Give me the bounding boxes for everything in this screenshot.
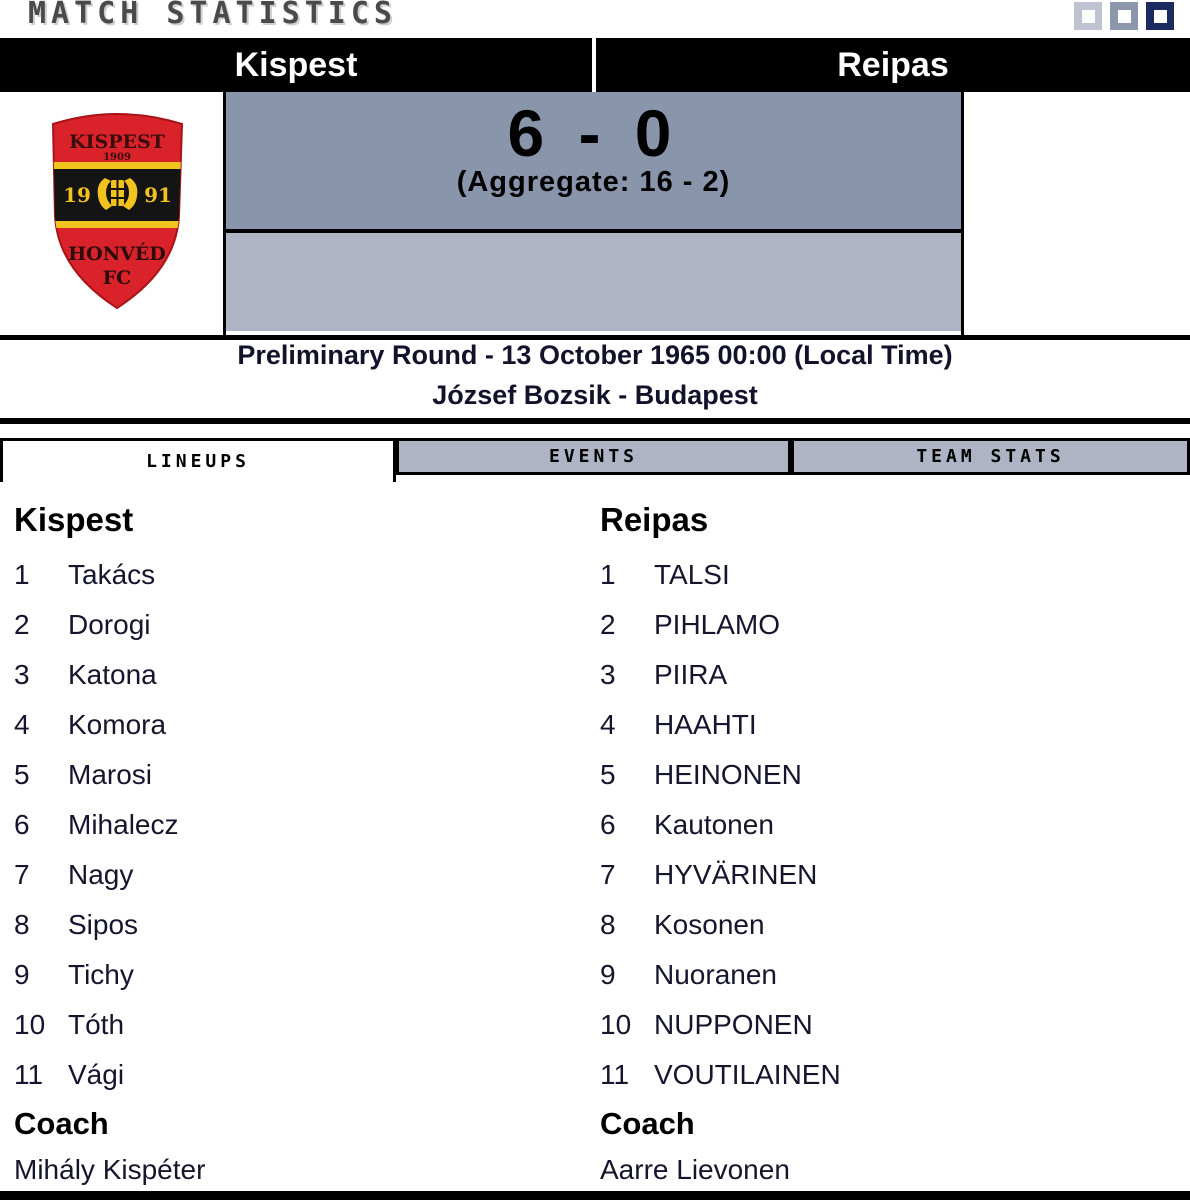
bottom-bar <box>0 1191 1190 1200</box>
player-name: Nagy <box>68 859 134 890</box>
player-name: Katona <box>68 659 157 690</box>
player-name: PIHLAMO <box>654 609 781 640</box>
away-player-row <box>600 1050 1175 1100</box>
player-number: 8 <box>600 909 616 940</box>
player-number: 6 <box>14 809 30 840</box>
home-coach-heading: Coach <box>14 1106 109 1141</box>
window-square-3-inner <box>1154 10 1167 23</box>
player-name: VOUTILAINEN <box>654 1059 841 1090</box>
player-name: Takács <box>68 559 156 590</box>
player-name: HYVÄRINEN <box>654 859 818 890</box>
away-player-row <box>600 550 1175 600</box>
away-player-row <box>600 1000 1175 1050</box>
divider-line-tabs <box>0 418 1190 424</box>
player-number: 3 <box>14 659 30 690</box>
player-name: Tichy <box>68 959 134 990</box>
score-panel <box>223 92 964 335</box>
away-coach-heading: Coach <box>600 1106 695 1141</box>
home-player-row <box>14 850 589 900</box>
home-player-row <box>14 650 589 700</box>
crest-year-text: 1909 <box>103 152 131 163</box>
crest-band-right-text: 91 <box>144 183 172 207</box>
player-name: Kautonen <box>654 809 774 840</box>
player-number: 5 <box>600 759 616 790</box>
player-number: 10 <box>600 1009 632 1040</box>
score-aggregate: (Aggregate: 16 - 2) <box>456 166 731 198</box>
player-number: 4 <box>14 709 30 740</box>
match-round-line: Preliminary Round - 13 October 1965 00:00 (Local Time) <box>237 340 953 370</box>
home-player-row <box>14 600 589 650</box>
home-player-row <box>14 1050 589 1100</box>
player-name: Mihalecz <box>68 809 179 840</box>
tab-lineups[interactable]: LINEUPS <box>0 438 396 482</box>
player-name: Nuoranen <box>654 959 777 990</box>
player-name: Komora <box>68 709 167 740</box>
home-player-row <box>14 750 589 800</box>
crest-club-text: KISPEST <box>69 131 165 153</box>
player-name: HEINONEN <box>654 759 802 790</box>
player-number: 11 <box>14 1059 44 1090</box>
player-name: Tóth <box>68 1009 125 1040</box>
player-name: HAAHTI <box>654 709 757 740</box>
home-player-row <box>14 550 589 600</box>
score-panel-bottom <box>226 233 961 331</box>
player-name: Dorogi <box>68 609 151 640</box>
away-player-row <box>600 850 1175 900</box>
player-number: 1 <box>600 559 616 590</box>
away-player-row <box>600 900 1175 950</box>
player-name: NUPPONEN <box>654 1009 813 1040</box>
player-number: 6 <box>600 809 616 840</box>
home-player-row <box>14 1000 589 1050</box>
player-name: Marosi <box>68 759 153 790</box>
player-number: 5 <box>14 759 30 790</box>
player-number: 7 <box>14 859 30 890</box>
away-player-row <box>600 600 1175 650</box>
player-name: TALSI <box>654 559 730 590</box>
score-result: 6 - 0 <box>507 96 680 170</box>
home-player-row <box>14 950 589 1000</box>
away-player-row <box>600 750 1175 800</box>
player-number: 2 <box>600 609 616 640</box>
player-number: 11 <box>600 1059 630 1090</box>
crest-name-line1: HONVÉD <box>68 243 166 265</box>
tab-team-stats[interactable]: TEAM STATS <box>791 438 1190 475</box>
player-number: 1 <box>14 559 30 590</box>
home-coach-name: Mihály Kispéter <box>14 1154 206 1185</box>
away-lineup-column <box>600 490 1175 1192</box>
window-square-3[interactable] <box>1146 2 1174 30</box>
player-name: Vági <box>68 1059 125 1090</box>
player-name: Sipos <box>68 909 139 940</box>
home-club-crest-icon <box>45 98 190 313</box>
home-lineup-column <box>14 490 589 1192</box>
window-square-1-inner <box>1082 10 1095 23</box>
window-square-1[interactable] <box>1074 2 1102 30</box>
player-number: 9 <box>14 959 30 990</box>
player-number: 10 <box>14 1009 46 1040</box>
player-number: 4 <box>600 709 616 740</box>
away-player-row <box>600 800 1175 850</box>
away-player-row <box>600 950 1175 1000</box>
away-player-row <box>600 700 1175 750</box>
player-number: 7 <box>600 859 616 890</box>
window-controls <box>1074 2 1174 30</box>
home-lineup-heading: Kispest <box>14 501 134 538</box>
player-number: 2 <box>14 609 30 640</box>
home-player-row <box>14 900 589 950</box>
away-lineup-heading: Reipas <box>600 501 709 538</box>
crest-name-line2: FC <box>102 267 132 289</box>
away-coach-name: Aarre Lievonen <box>600 1154 790 1185</box>
player-number: 8 <box>14 909 30 940</box>
tab-events[interactable]: EVENTS <box>396 438 791 475</box>
player-name: Kosonen <box>654 909 765 940</box>
away-team-name: Reipas <box>596 38 1190 92</box>
home-player-row <box>14 700 589 750</box>
player-number: 3 <box>600 659 616 690</box>
match-venue-line: József Bozsik - Budapest <box>432 380 758 410</box>
away-player-row <box>600 650 1175 700</box>
home-team-name: Kispest <box>0 38 592 92</box>
crest-band-left-text: 19 <box>63 183 91 207</box>
home-player-row <box>14 800 589 850</box>
window-square-2[interactable] <box>1110 2 1138 30</box>
score-panel-top <box>226 92 961 233</box>
player-name: PIIRA <box>654 659 728 690</box>
team-header-bar <box>0 38 1190 92</box>
player-number: 9 <box>600 959 616 990</box>
window-square-2-inner <box>1118 10 1131 23</box>
page-title: MATCH STATISTICS <box>28 0 397 31</box>
